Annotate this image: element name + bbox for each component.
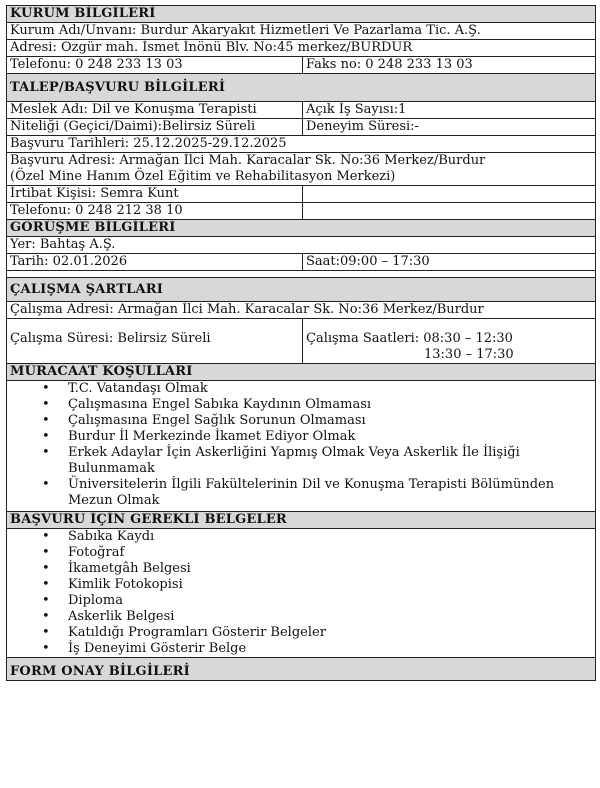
bullet-icon: •: [42, 545, 50, 560]
bullet-icon: •: [42, 381, 50, 396]
list-item: • İş Deneyimi Gösterir Belge: [42, 641, 247, 656]
list-item: • Fotoğraf: [42, 545, 125, 560]
list-item: • İkametgâh Belgesi: [42, 561, 191, 576]
bullet-icon: •: [42, 593, 50, 608]
list-item: • Burdur İl Merkezinde İkamet Ediyor Olmak: [42, 429, 356, 444]
talep-telefon: Telefonu: 0 248 212 38 10: [7, 203, 303, 220]
gorusme-yer: Yer: Bahtaş A.Ş.: [7, 237, 596, 254]
belgeler-list: [10, 529, 592, 657]
list-item: • Katıldığı Programları Gösterir Belgeler: [42, 625, 326, 640]
list-item: • Çalışmasına Engel Sağlık Sorunun Olmaması: [42, 413, 366, 428]
section-header-talep: TALEP/BAŞVURU BİLGİLERİ: [7, 74, 596, 102]
bullet-icon: •: [42, 445, 50, 460]
calisma-saatler-line2: 13:30 – 17:30: [424, 347, 514, 362]
talep-empty-1: [303, 186, 596, 203]
talep-adres: [7, 153, 596, 186]
form-table: [6, 5, 596, 681]
list-item: • Üniversitelerin İlgili Fakültelerinin Dil ve Konuşma Terapisti Bölümünden Mezun Olmak: [42, 477, 555, 508]
job-posting-form: [6, 5, 595, 681]
talep-adres-line2: (Özel Mine Hanım Özel Eğitim ve Rehabilitasyon Merkezi): [10, 169, 396, 184]
bullet-icon: •: [42, 413, 50, 428]
talep-acik-is: Açık İş Sayısı:1: [303, 102, 596, 119]
kurum-adres: Adresi: Özgür mah. İsmet İnönü Blv. No:45 merkez/BURDUR: [7, 40, 596, 57]
section-header-kurum: KURUM BİLGİLERİ: [7, 6, 596, 23]
calisma-adres: Çalışma Adresi: Armağan İlci Mah. Karacalar Sk. No:36 Merkez/Burdur: [7, 302, 596, 319]
section-header-gorusme: GÖRÜŞME BİLGİLERİ: [7, 220, 596, 237]
belgeler-list-cell: [7, 529, 596, 658]
talep-empty-2: [303, 203, 596, 220]
bullet-icon: •: [42, 429, 50, 444]
section-header-calisma: ÇALIŞMA ŞARTLARI: [7, 278, 596, 302]
calisma-saatler: [303, 319, 596, 364]
list-item: • Sabıka Kaydı: [42, 529, 155, 544]
bullet-icon: •: [42, 397, 50, 412]
list-item: • Diploma: [42, 593, 123, 608]
list-item: • Erkek Adaylar İçin Askerliğini Yapmış Olmak Veya Askerlik İle İlişiği Bulunmamak: [42, 445, 520, 476]
gorusme-tarih: Tarih: 02.01.2026: [7, 254, 303, 271]
talep-adres-line1: Başvuru Adresi: Armağan İlci Mah. Karacalar Sk. No:36 Merkez/Burdur: [10, 153, 486, 168]
bullet-icon: •: [42, 625, 50, 640]
list-item: • Askerlik Belgesi: [42, 609, 175, 624]
bullet-icon: •: [42, 641, 50, 656]
talep-deneyim: Deneyim Süresi:-: [303, 119, 596, 136]
section-header-form-onay: FORM ONAY BİLGİLERİ: [7, 658, 596, 681]
talep-meslek: Meslek Adı: Dil ve Konuşma Terapisti: [7, 102, 303, 119]
gorusme-spacer: [7, 271, 596, 278]
talep-tarihler: Başvuru Tarihleri: 25.12.2025-29.12.2025: [7, 136, 596, 153]
talep-niteligi: Niteliği (Geçici/Daimi):Belirsiz Süreli: [7, 119, 303, 136]
bullet-icon: •: [42, 561, 50, 576]
section-header-muracaat: MÜRACAAT KOŞULLARI: [7, 364, 596, 381]
gorusme-saat: Saat:09:00 – 17:30: [303, 254, 596, 271]
bullet-icon: •: [42, 529, 50, 544]
bullet-icon: •: [42, 477, 50, 492]
section-header-belgeler: BAŞVURU İÇİN GEREKLİ BELGELER: [7, 512, 596, 529]
kurum-faks: Faks no: 0 248 233 13 03: [303, 57, 596, 74]
bullet-icon: •: [42, 609, 50, 624]
talep-irtibat: İrtibat Kişisi: Semra Kunt: [7, 186, 303, 203]
muracaat-list-cell: [7, 381, 596, 512]
kurum-adi: Kurum Adı/Unvanı: Burdur Akaryakıt Hizmetleri Ve Pazarlama Tic. A.Ş.: [7, 23, 596, 40]
list-item: • Kimlik Fotokopisi: [42, 577, 183, 592]
list-item: • Çalışmasına Engel Sabıka Kaydının Olmaması: [42, 397, 372, 412]
muracaat-list: [10, 381, 592, 509]
kurum-telefon: Telefonu: 0 248 233 13 03: [7, 57, 303, 74]
calisma-sure: Çalışma Süresi: Belirsiz Süreli: [7, 319, 303, 364]
bullet-icon: •: [42, 577, 50, 592]
calisma-saatler-line1: Çalışma Saatleri: 08:30 – 12:30: [306, 331, 513, 346]
list-item: • T.C. Vatandaşı Olmak: [42, 381, 208, 396]
